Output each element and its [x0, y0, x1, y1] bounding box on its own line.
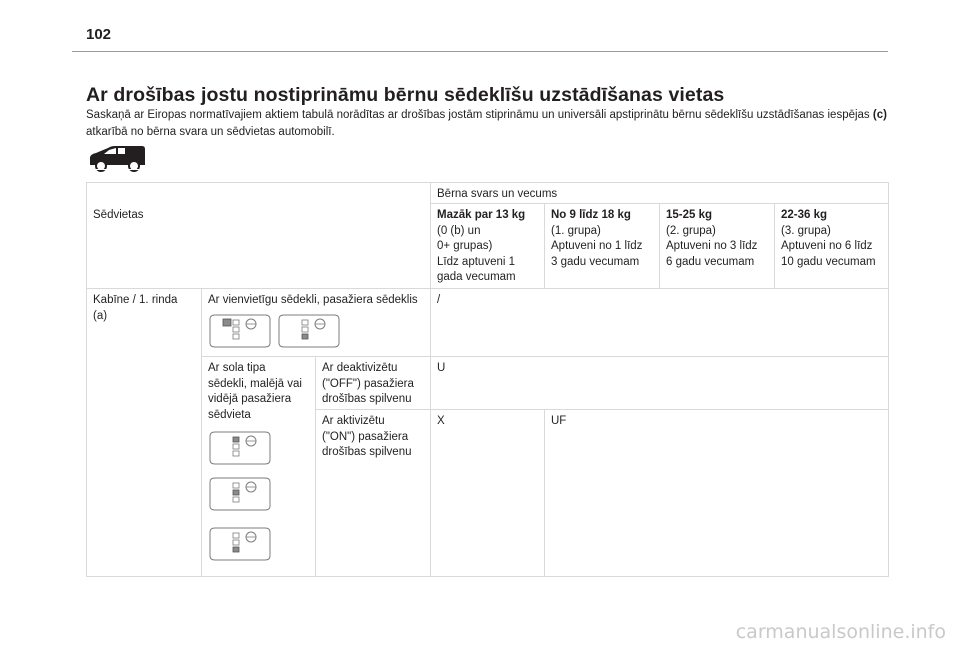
single-seat-value: /: [437, 294, 441, 306]
seat-layout-icon: [276, 313, 342, 349]
seats-header: Sēdvietas: [93, 209, 144, 221]
column-line: (1. grupa): [551, 224, 601, 237]
seat-layout-icon: [207, 430, 273, 466]
row-label-line: (a): [93, 309, 108, 322]
airbag-on-label: [315, 410, 430, 465]
intro-paragraph: [86, 107, 896, 141]
bench-seat-line: Ar sola tipa: [208, 362, 266, 374]
column-title: 15-25 kg: [666, 209, 713, 221]
table-border: [86, 576, 889, 577]
column-line: Aptuveni no 3 līdz: [666, 240, 758, 252]
column-line: (0 (b) un: [437, 224, 481, 237]
airbag-on-value-groups-1-3: UF: [551, 415, 567, 427]
seat-layout-icon: [207, 313, 273, 349]
intro-text-end: atkarībā no bērna svara un sēdvietas automobilī.: [86, 126, 335, 138]
column-line: 6 gadu vecumam: [666, 255, 755, 268]
bench-seat-line: sēdvieta: [208, 408, 251, 421]
airbag-off-value: U: [437, 362, 446, 374]
table-rule: [544, 409, 545, 577]
van-icon: [87, 143, 147, 173]
column-line: Līdz aptuveni 1: [437, 255, 516, 268]
column-line: Aptuveni no 1 līdz: [551, 240, 643, 252]
airbag-on-line: Ar aktivizētu: [322, 415, 385, 427]
single-seat-label: Ar vienvietīgu sēdekli, pasažiera sēdeklis: [208, 294, 418, 306]
column-line: 0+ grupas): [437, 240, 493, 252]
column-line: 10 gadu vecumam: [781, 255, 876, 268]
bench-seat-line: vidējā pasažiera: [208, 393, 292, 405]
column-title: Mazāk par 13 kg: [437, 209, 526, 221]
column-line: (3. grupa): [781, 224, 831, 237]
intro-note-reference: (c): [872, 109, 887, 121]
airbag-on-line: ("ON") pasažiera: [322, 430, 409, 443]
airbag-off-line: ("OFF") pasažiera: [322, 377, 414, 390]
header-divider: [72, 51, 888, 52]
airbag-on-line: drošības spilvenu: [322, 446, 412, 458]
column-title: No 9 līdz 18 kg: [551, 209, 631, 221]
airbag-off-line: drošības spilvenu: [322, 393, 412, 405]
seat-layout-icon: [207, 526, 273, 562]
column-line: 3 gadu vecumam: [551, 255, 640, 268]
column-line: (2. grupa): [666, 224, 716, 237]
bench-seat-label: [201, 357, 315, 427]
airbag-off-line: Ar deaktivizētu: [322, 362, 398, 374]
airbag-on-value-group-0: X: [437, 415, 445, 427]
column-header-group-2: [659, 204, 774, 274]
table-border: [86, 182, 87, 577]
row-label-line: Kabīne / 1. rinda: [93, 294, 178, 306]
seat-layout-icon: [207, 476, 273, 512]
weight-age-group-header: Bērna svars un vecums: [437, 188, 558, 200]
bench-seat-line: sēdekli, malējā vai: [208, 377, 302, 390]
page-title: Ar drošības jostu nostiprināmu bērnu sēdeklīšu uzstādīšanas vietas: [86, 84, 725, 106]
page-number: 102: [86, 26, 112, 43]
column-header-group-0: [430, 204, 544, 290]
row-label-cabin-row-1: [86, 289, 201, 328]
watermark: carmanualsonline.info: [735, 621, 946, 643]
table-rule: [201, 288, 202, 577]
child-seat-table: [86, 182, 889, 577]
intro-text: Saskaņā ar Eiropas normatīvajiem aktiem tabulā norādītas ar drošības jostām stiprināmu un universāli apstiprinātu bērnu sēdeklīšu uzstādīšanas iespējas: [86, 109, 873, 121]
airbag-off-label: [315, 357, 430, 412]
column-line: gada vecumam: [437, 271, 516, 283]
column-header-group-1: [544, 204, 659, 274]
column-title: 22-36 kg: [781, 209, 828, 221]
column-line: Aptuveni no 6 līdz: [781, 240, 873, 252]
column-header-group-3: [774, 204, 889, 274]
